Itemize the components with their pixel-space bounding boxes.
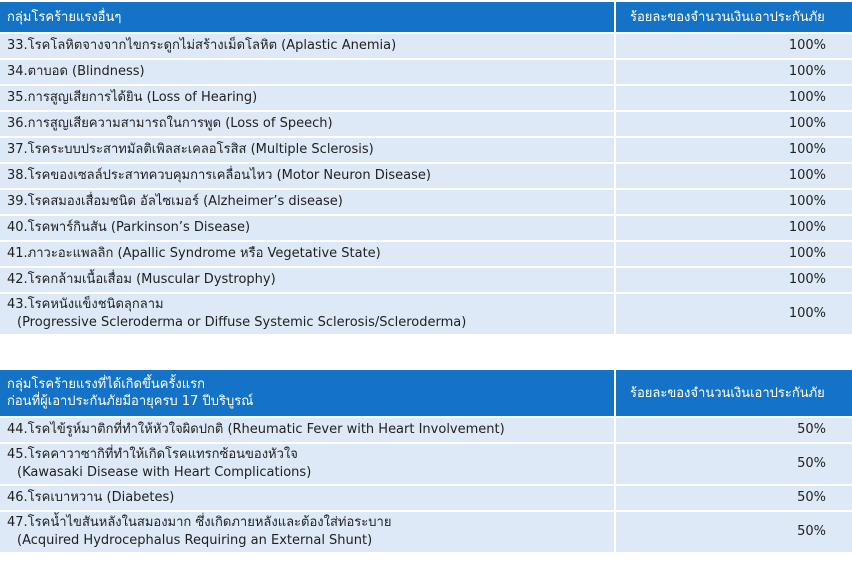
coverage-percentage: 100% — [614, 34, 852, 58]
coverage-percentage: 100% — [614, 164, 852, 188]
coverage-percentage: 100% — [614, 190, 852, 214]
table-row — [0, 294, 852, 334]
coverage-percentage: 100% — [614, 242, 852, 266]
table-row — [0, 486, 852, 510]
table-row — [0, 512, 852, 552]
illness-name-cell — [0, 138, 614, 162]
coverage-percentage: 100% — [614, 294, 852, 334]
illness-name: 47.โรคน้ำไขสันหลังในสมองมาก ซึ่งเกิดภายหลังและต้องใส่ท่อระบาย — [7, 515, 392, 530]
illness-name-cell — [0, 112, 614, 136]
section-title-line1: กลุ่มโรคร้ายแรงที่ได้เกิดขึ้นครั้งแรก — [7, 377, 206, 392]
illness-name-cell — [0, 86, 614, 110]
table-row — [0, 242, 852, 266]
table-row — [0, 418, 852, 442]
section-title — [0, 370, 614, 416]
coverage-percentage: 100% — [614, 86, 852, 110]
illness-name-cell — [0, 216, 614, 240]
illness-name: 39.โรคสมองเสื่อมชนิด อัลไซเมอร์ (Alzheimer’s disease) — [7, 194, 343, 209]
illness-name-english: (Progressive Scleroderma or Diffuse Systemic Sclerosis/Scleroderma) — [17, 315, 467, 330]
illness-name-cell — [0, 444, 614, 484]
illness-name-cell — [0, 486, 614, 510]
table-header-row — [0, 370, 852, 416]
table-row — [0, 216, 852, 240]
illness-name: 36.การสูญเสียความสามารถในการพูด (Loss of Speech) — [7, 116, 333, 131]
illness-name: 37.โรคระบบประสาทมัลติเพิลสะเคลอโรสิส (Multiple Sclerosis) — [7, 142, 374, 157]
illness-name: 41.ภาวะอะแพลลิก (Apallic Syndrome หรือ Vegetative State) — [7, 246, 381, 261]
table-row — [0, 86, 852, 110]
table-row — [0, 444, 852, 484]
illness-name-cell — [0, 294, 614, 334]
coverage-percentage: 100% — [614, 216, 852, 240]
table-row — [0, 164, 852, 188]
illness-name: 35.การสูญเสียการได้ยิน (Loss of Hearing) — [7, 90, 258, 105]
illness-name-cell — [0, 34, 614, 58]
illness-name-cell — [0, 164, 614, 188]
illness-name: 46.โรคเบาหวาน (Diabetes) — [7, 490, 175, 505]
illness-name: 42.โรคกล้ามเนื้อเสื่อม (Muscular Dystrophy) — [7, 272, 276, 287]
coverage-percentage: 50% — [614, 486, 852, 510]
illness-name-english: (Kawasaki Disease with Heart Complications) — [17, 465, 312, 480]
table-header-row — [0, 2, 852, 32]
section-title-line2: ก่อนที่ผู้เอาประกันภัยมีอายุครบ 17 ปีบริบูรณ์ — [7, 394, 254, 409]
table-row — [0, 138, 852, 162]
illness-name-cell — [0, 242, 614, 266]
illness-name-cell — [0, 512, 614, 552]
coverage-percentage: 100% — [614, 112, 852, 136]
illness-name: 34.ตาบอด (Blindness) — [7, 64, 145, 79]
coverage-percentage: 100% — [614, 60, 852, 84]
illness-name: 33.โรคโลหิตจางจากไขกระดูกไม่สร้างเม็ดโลหิต (Aplastic Anemia) — [7, 38, 397, 53]
percentage-column-header: ร้อยละของจำนวนเงินเอาประกันภัย — [614, 370, 852, 416]
percentage-column-header: ร้อยละของจำนวนเงินเอาประกันภัย — [614, 2, 852, 32]
table-row — [0, 60, 852, 84]
coverage-percentage: 50% — [614, 444, 852, 484]
table-row — [0, 34, 852, 58]
illness-name: 44.โรคไข้รูห์มาติกที่ทำให้หัวใจผิดปกติ (Rheumatic Fever with Heart Involvement) — [7, 422, 505, 437]
illness-name: 45.โรคคาวาซากิที่ทำให้เกิดโรคแทรกซ้อนของหัวใจ — [7, 447, 298, 462]
table-row — [0, 112, 852, 136]
illness-name-cell — [0, 190, 614, 214]
table-row — [0, 190, 852, 214]
childhood-critical-illness-table — [0, 368, 852, 554]
illness-name-cell — [0, 60, 614, 84]
coverage-percentage: 100% — [614, 268, 852, 292]
illness-name: 40.โรคพาร์กินสัน (Parkinson’s Disease) — [7, 220, 251, 235]
coverage-percentage: 100% — [614, 138, 852, 162]
illness-name-english: (Acquired Hydrocephalus Requiring an External Shunt) — [17, 533, 373, 548]
coverage-percentage: 50% — [614, 512, 852, 552]
illness-name: 38.โรคของเซลล์ประสาทควบคุมการเคลื่อนไหว (Motor Neuron Disease) — [7, 168, 431, 183]
coverage-percentage: 50% — [614, 418, 852, 442]
illness-name: 43.โรคหนังแข็งชนิดลุกลาม — [7, 297, 164, 312]
table-row — [0, 268, 852, 292]
section-title: กลุ่มโรคร้ายแรงอื่นๆ — [0, 2, 614, 32]
illness-name-cell — [0, 268, 614, 292]
illness-name-cell — [0, 418, 614, 442]
